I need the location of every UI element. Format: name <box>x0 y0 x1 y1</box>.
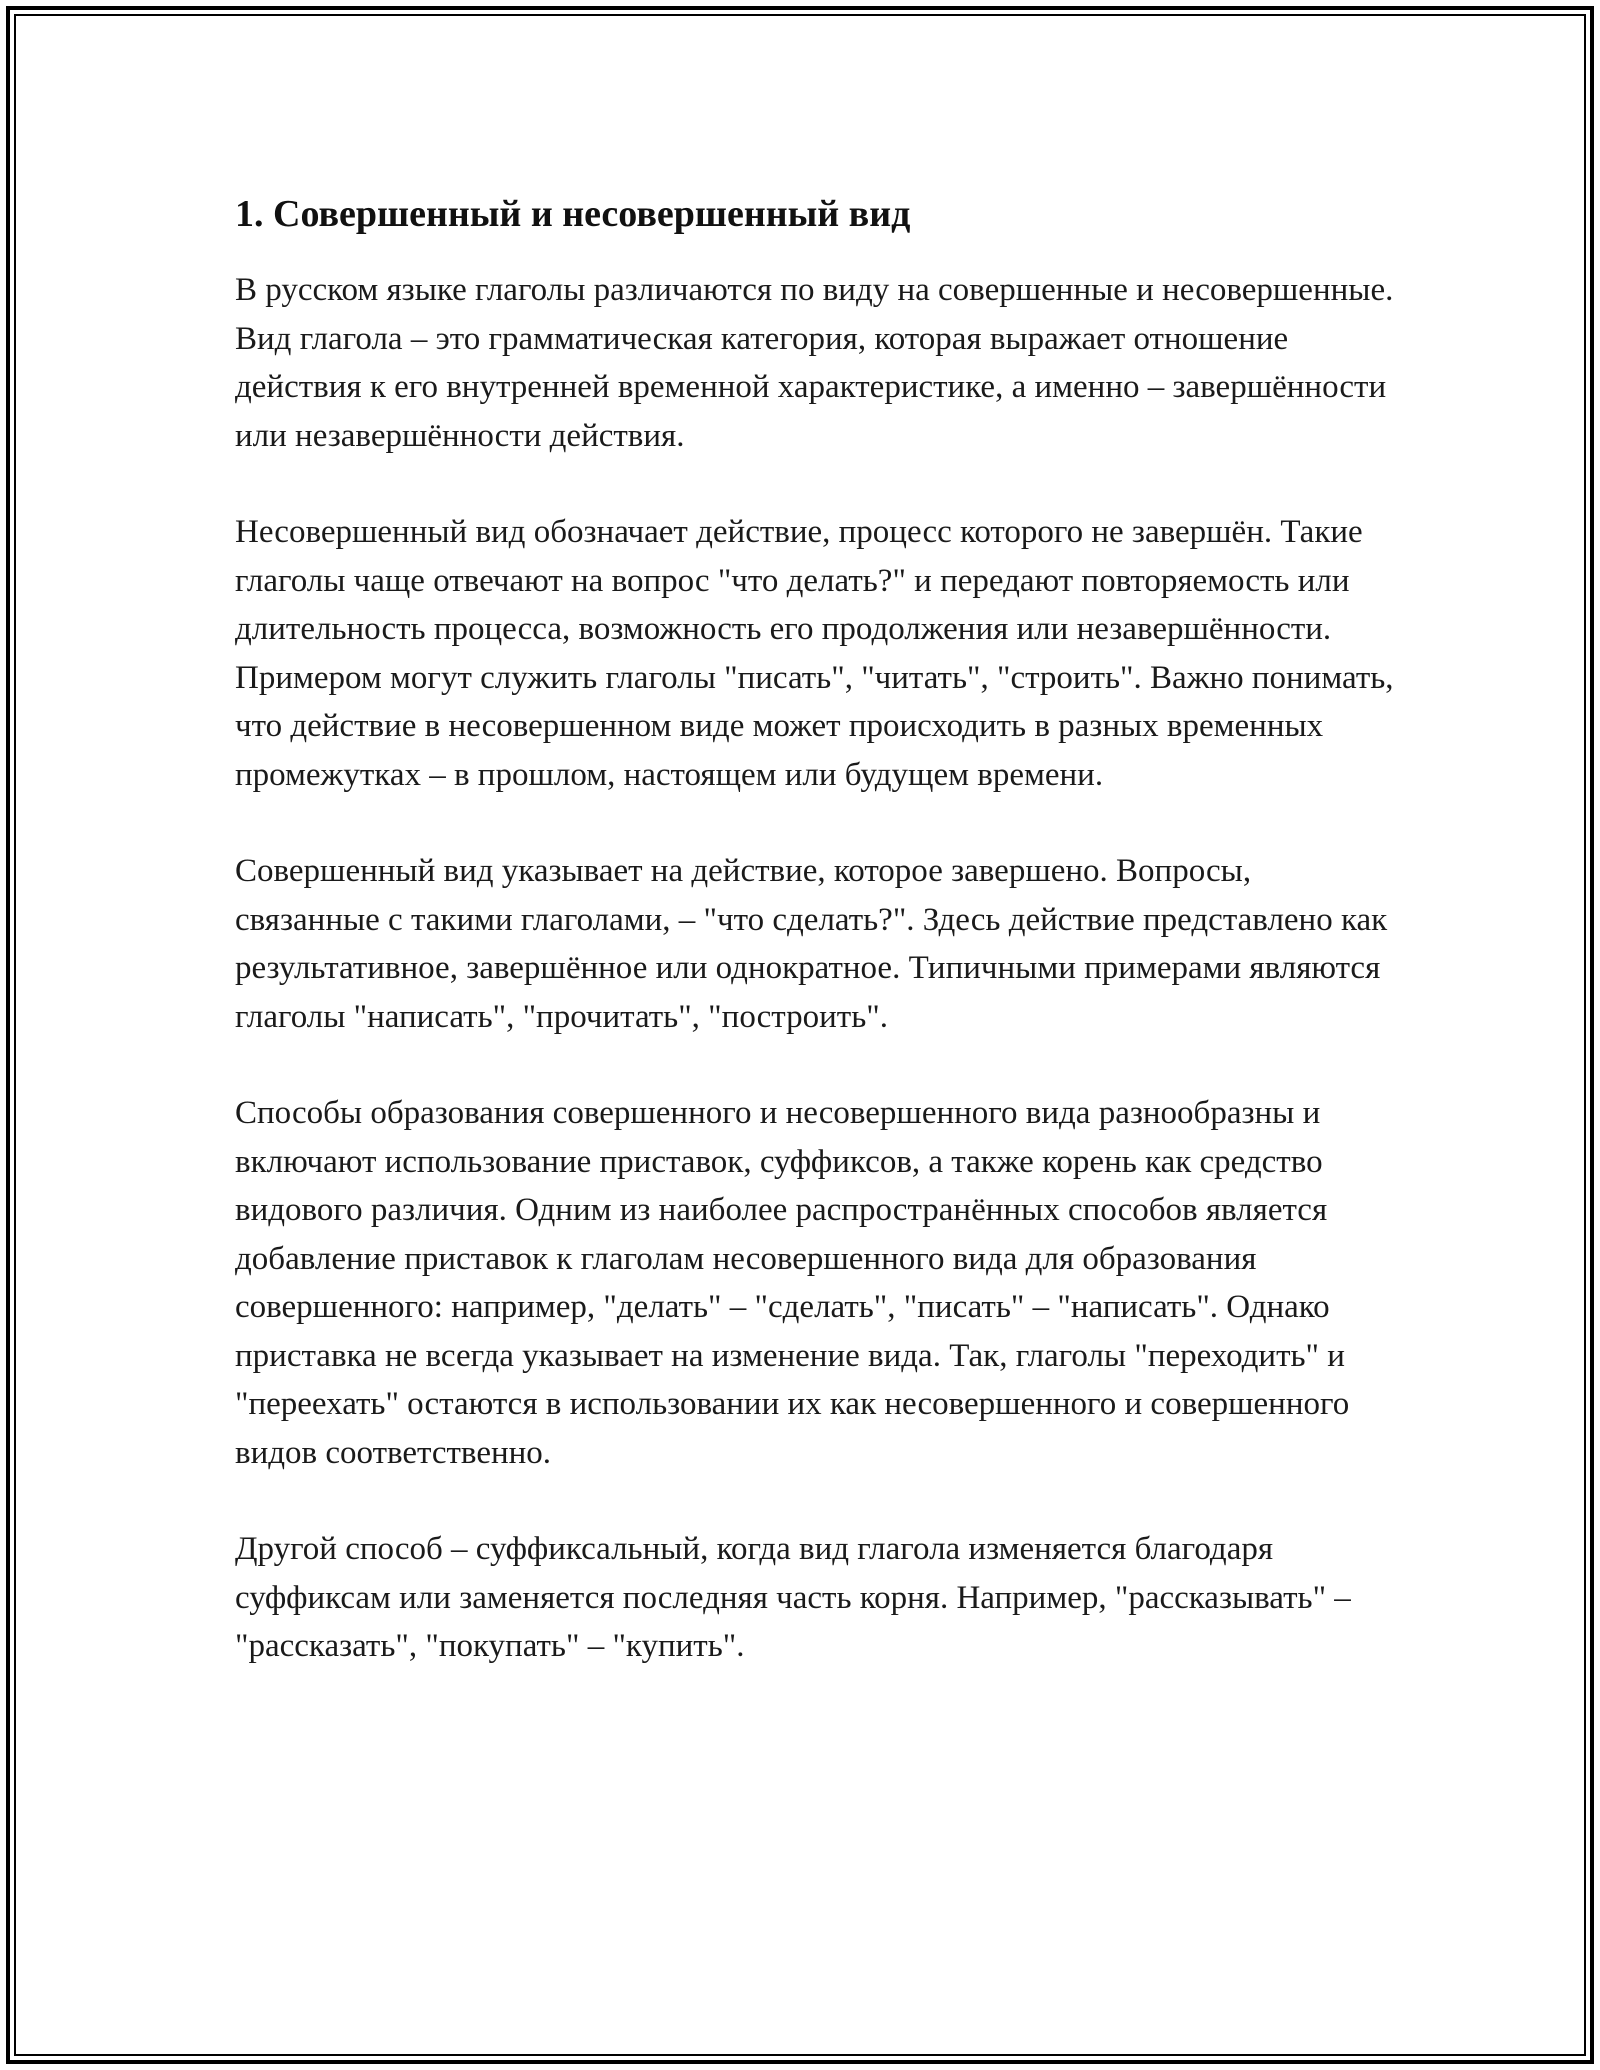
section-heading: 1. Совершенный и несовершенный вид <box>235 193 911 235</box>
document-body <box>235 182 1395 1671</box>
paragraph-imperfective: Несовершенный вид обозначает действие, процесс которого не завершён. Такие глаголы чаще отвечают на вопрос "что делать?" и передают повторяемость или длительность процесса, возможность его продолжения или незавершённости. Примером могут служить глаголы "писать", "читать", "строить". Важно понимать, что действие в несовершенном виде может происходить в разных временных промежутках – в прошлом, настоящем или будущем времени. <box>235 514 1394 793</box>
paragraph-intro: В русском языке глаголы различаются по виду на совершенные и несовершенные. Вид глагола – это грамматическая категория, которая выражает отношение действия к его внутренней временной характеристике, а именно – завершённости или незавершённости действия. <box>235 272 1394 454</box>
paragraph-formation-suffixes: Другой способ – суффиксальный, когда вид глагола изменяется благодаря суффиксам или заменяется последняя часть корня. Например, "рассказывать" – "рассказать", "покупать" – "купить". <box>235 1531 1351 1664</box>
paragraph-formation-prefixes: Способы образования совершенного и несовершенного вида разнообразны и включают использование приставок, суффиксов, а также корень как средство видового различия. Одним из наиболее распространённых способов является добавление приставок к глаголам несовершенного вида для образования совершенного: например, "делать" – "сделать", "писать" – "написать". Однако приставка не всегда указывает на изменение вида. Так, глаголы "переходить" и "переехать" остаются в использовании их как несовершенного и совершенного видов соответственно. <box>235 1095 1350 1471</box>
paragraph-perfective: Совершенный вид указывает на действие, которое завершено. Вопросы, связанные с такими глаголами, – "что сделать?". Здесь действие представлено как результативное, завершённое или однократное. Типичными примерами являются глаголы "написать", "прочитать", "построить". <box>235 853 1388 1035</box>
